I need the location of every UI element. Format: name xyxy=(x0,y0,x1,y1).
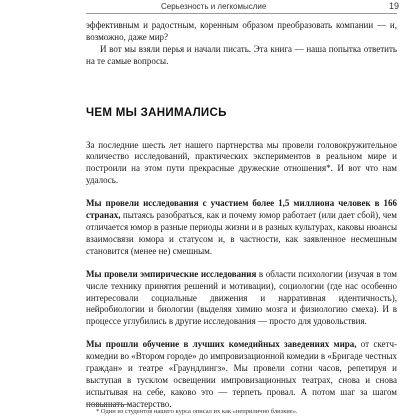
section-paragraph-4 xyxy=(86,339,397,410)
section-title: ЧЕМ МЫ ЗАНИМАЛИСЬ xyxy=(86,106,227,119)
paragraph-3-lead: Мы провели эмпирические исследования xyxy=(86,268,257,279)
intro-paragraph-2: И вот мы взяли перья и начали писать. Эта книга — наша попытка ответить на те самые вопросы. xyxy=(86,43,397,66)
page-body xyxy=(86,20,397,411)
paragraph-2-text: пытаясь разобраться, как и почему юмор работает (или дает сбой), чем отличается юмор в разные периоды жизни и в разных культурах, каковы нюансы взаимосвязи юмора и статусом и, в частности, как заявленное несмешным становится (менее не) смешным. xyxy=(86,210,397,256)
section-paragraph-3 xyxy=(86,269,397,329)
paragraph-4-lead: Мы прошли обучение в лучших комедийных заведениях мира, xyxy=(86,339,357,350)
section-content xyxy=(86,140,397,411)
paragraph-2-lead: Мы провели исследования с участием более 1,5 миллиона человек в 166 странах, xyxy=(86,198,397,221)
paragraph-4-text: от скетч-комедии во «Втором городе» до импровизационной комедии в «Бригаде честных граждан» и театре «Граундлингз». Мы провели сотни часов, репетируя и выступая в тусклом освещении импровизационных театрах, снова и снова испытывая на себе, каково это — терпеть провал. А потом шаг за шагом повышать мастерство. xyxy=(86,339,397,409)
section-paragraph-1: За последние шесть лет нашего партнерства мы провели головокружительное количество исследований, практических экспериментов в реальном мире и построили на этом пути прекрасные дружеские отношения*. И вот что нам удалось. xyxy=(86,139,397,186)
section-paragraph-2 xyxy=(86,198,397,258)
footnote: * Один из студентов нашего курса описал их как «неприлично близкие». xyxy=(96,408,298,415)
page-number: 19 xyxy=(389,1,400,11)
footnote-rule xyxy=(86,404,131,405)
intro-paragraph-1: эффективным и радостным, коренным образом преобразовать компании — и, возможно, даже мир? xyxy=(86,20,397,42)
header-rule xyxy=(86,13,397,14)
running-head: Серьезность и легкомыслие xyxy=(161,2,267,11)
page-header xyxy=(0,0,420,14)
paragraph-3-text: в области психологии (изучая в том числе технику принятия решений и мотивации), социологии (где нас особенно интересовали социальные движения и нарративная идентичность), нейробиологии и биологии (выделяя химию мозга и физиологию смеха). И в процессе углубились в другие исследования — просто для удовольствия. xyxy=(86,268,397,327)
